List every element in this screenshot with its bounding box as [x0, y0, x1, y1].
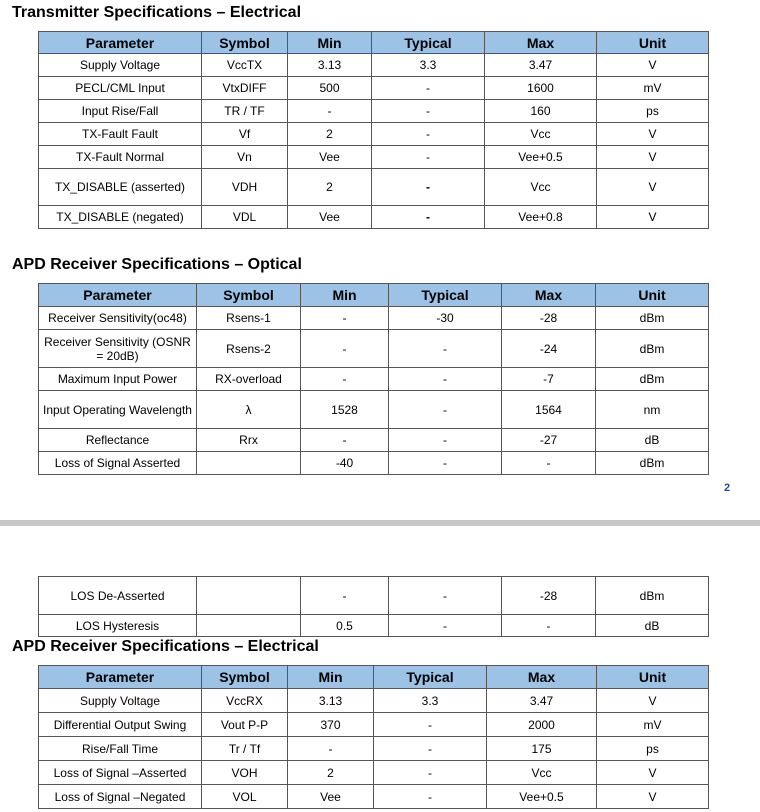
- table-cell: -28: [502, 307, 596, 330]
- table-cell: -: [502, 615, 596, 637]
- table-cell: 370: [288, 713, 374, 737]
- table-cell: 3.3: [374, 689, 487, 713]
- table-cell: 3.13: [288, 54, 372, 77]
- apd-optical-spec-table: [38, 283, 709, 475]
- page-number: 2: [724, 482, 731, 494]
- apd-electrical-spec-table: [38, 665, 709, 809]
- table-cell: -: [372, 77, 485, 100]
- table-cell: V: [597, 761, 709, 785]
- table-cell: 2: [288, 761, 374, 785]
- table-row: [39, 785, 709, 809]
- table-row: [39, 123, 709, 146]
- table-cell: Rise/Fall Time: [39, 737, 202, 761]
- table-cell: 0.5: [301, 615, 389, 637]
- table-cell: -: [374, 737, 487, 761]
- table-cell: -: [288, 100, 372, 123]
- table-cell: -27: [502, 429, 596, 452]
- table-cell: -: [372, 206, 485, 229]
- table-row: [39, 713, 709, 737]
- table-cell: 160: [485, 100, 597, 123]
- table-cell: dB: [596, 429, 709, 452]
- table-cell: -: [301, 368, 389, 391]
- table-cell: Vcc: [487, 761, 597, 785]
- table-cell: -: [374, 785, 487, 809]
- table-cell: Rsens-1: [197, 307, 301, 330]
- table-cell: TX_DISABLE (asserted): [39, 169, 202, 206]
- table-cell: -: [372, 146, 485, 169]
- table-cell: 3.3: [372, 54, 485, 77]
- table-row: [39, 429, 709, 452]
- table-cell: Rsens-2: [197, 330, 301, 368]
- table-cell: VtxDIFF: [202, 77, 288, 100]
- table-cell: -: [502, 452, 596, 475]
- table-cell: Reflectance: [39, 429, 197, 452]
- column-header: Parameter: [39, 32, 202, 54]
- table-header-row: [39, 284, 709, 307]
- table-cell: [197, 615, 301, 637]
- table-cell: Vn: [202, 146, 288, 169]
- table-cell: -: [372, 100, 485, 123]
- table-row: [39, 100, 709, 123]
- table-row: [39, 368, 709, 391]
- table-row: [39, 77, 709, 100]
- table-cell: dBm: [596, 368, 709, 391]
- table-cell: Vee: [288, 206, 372, 229]
- table-cell: -: [374, 761, 487, 785]
- table-cell: -: [372, 169, 485, 206]
- table-cell: dBm: [596, 330, 709, 368]
- page-break-divider: [0, 520, 760, 526]
- table-row: [39, 54, 709, 77]
- table-cell: Vf: [202, 123, 288, 146]
- table-cell: Input Operating Wavelength: [39, 391, 197, 429]
- table-cell: PECL/CML Input: [39, 77, 202, 100]
- table-cell: LOS Hysteresis: [39, 615, 197, 637]
- table-cell: LOS De-Asserted: [39, 577, 197, 615]
- table-cell: -: [389, 615, 502, 637]
- table-row: [39, 330, 709, 368]
- table-header-row: [39, 666, 709, 689]
- table-cell: Vee+0.8: [485, 206, 597, 229]
- table-cell: Vout P-P: [202, 713, 288, 737]
- table-cell: VDL: [202, 206, 288, 229]
- column-header: Typical: [374, 666, 487, 689]
- column-header: Parameter: [39, 666, 202, 689]
- table-cell: Supply Voltage: [39, 689, 202, 713]
- table-cell: V: [597, 54, 709, 77]
- table-cell: Input Rise/Fall: [39, 100, 202, 123]
- table-row: [39, 206, 709, 229]
- table-cell: -: [389, 330, 502, 368]
- column-header: Max: [502, 284, 596, 307]
- column-header: Unit: [597, 666, 709, 689]
- table-cell: -: [301, 307, 389, 330]
- table-cell: TX-Fault Fault: [39, 123, 202, 146]
- table-cell: Vee+0.5: [485, 146, 597, 169]
- table-cell: -40: [301, 452, 389, 475]
- table-cell: 1600: [485, 77, 597, 100]
- table-cell: TR / TF: [202, 100, 288, 123]
- table-cell: -28: [502, 577, 596, 615]
- table-cell: -: [301, 577, 389, 615]
- table-cell: -: [389, 577, 502, 615]
- table-cell: 1564: [502, 391, 596, 429]
- table-cell: VOL: [202, 785, 288, 809]
- table-cell: Receiver Sensitivity(oc48): [39, 307, 197, 330]
- column-header: Parameter: [39, 284, 197, 307]
- table-cell: Differential Output Swing: [39, 713, 202, 737]
- table-cell: Loss of Signal –Negated: [39, 785, 202, 809]
- table-cell: 2000: [487, 713, 597, 737]
- table-row: [39, 577, 709, 615]
- table-row: [39, 169, 709, 206]
- column-header: Min: [288, 666, 374, 689]
- table-row: [39, 761, 709, 785]
- column-header: Unit: [597, 32, 709, 54]
- table-cell: Loss of Signal Asserted: [39, 452, 197, 475]
- table-row: [39, 391, 709, 429]
- column-header: Unit: [596, 284, 709, 307]
- table-cell: Vee: [288, 785, 374, 809]
- column-header: Min: [301, 284, 389, 307]
- column-header: Typical: [372, 32, 485, 54]
- apd-optical-continued-table: [38, 576, 709, 637]
- table-cell: mV: [597, 77, 709, 100]
- column-header: Min: [288, 32, 372, 54]
- table-cell: nm: [596, 391, 709, 429]
- table-cell: V: [597, 785, 709, 809]
- table-cell: [197, 577, 301, 615]
- table-cell: TX-Fault Normal: [39, 146, 202, 169]
- table-cell: -24: [502, 330, 596, 368]
- table-cell: 2: [288, 169, 372, 206]
- table-row: [39, 737, 709, 761]
- table-row: [39, 146, 709, 169]
- tx-spec-table: [38, 31, 709, 229]
- table-cell: 3.47: [485, 54, 597, 77]
- apd-electrical-section-title: APD Receiver Specifications – Electrical: [12, 638, 319, 655]
- table-cell: λ: [197, 391, 301, 429]
- table-cell: Vee+0.5: [487, 785, 597, 809]
- table-header-row: [39, 32, 709, 54]
- table-cell: 500: [288, 77, 372, 100]
- table-cell: -: [389, 429, 502, 452]
- tx-section-title: Transmitter Specifications – Electrical: [12, 4, 302, 21]
- table-cell: -: [389, 368, 502, 391]
- table-cell: VccTX: [202, 54, 288, 77]
- column-header: Symbol: [202, 32, 288, 54]
- table-row: [39, 452, 709, 475]
- table-cell: V: [597, 123, 709, 146]
- table-cell: [197, 452, 301, 475]
- table-cell: Vee: [288, 146, 372, 169]
- table-cell: TX_DISABLE (negated): [39, 206, 202, 229]
- table-row: [39, 615, 709, 637]
- apd-optical-section-title: APD Receiver Specifications – Optical: [12, 256, 302, 273]
- table-row: [39, 689, 709, 713]
- table-cell: Loss of Signal –Asserted: [39, 761, 202, 785]
- column-header: Typical: [389, 284, 502, 307]
- table-cell: V: [597, 206, 709, 229]
- table-cell: mV: [597, 713, 709, 737]
- table-cell: V: [597, 146, 709, 169]
- table-cell: V: [597, 169, 709, 206]
- table-cell: -: [389, 391, 502, 429]
- table-cell: -: [301, 429, 389, 452]
- table-cell: V: [597, 689, 709, 713]
- column-header: Max: [487, 666, 597, 689]
- table-cell: -: [374, 713, 487, 737]
- table-cell: Vcc: [485, 123, 597, 146]
- table-cell: 3.47: [487, 689, 597, 713]
- table-cell: VccRX: [202, 689, 288, 713]
- table-cell: 3.13: [288, 689, 374, 713]
- table-cell: dBm: [596, 577, 709, 615]
- table-cell: -7: [502, 368, 596, 391]
- table-cell: Maximum Input Power: [39, 368, 197, 391]
- table-cell: -: [372, 123, 485, 146]
- table-cell: RX-overload: [197, 368, 301, 391]
- table-cell: Receiver Sensitivity (OSNR = 20dB): [39, 330, 197, 368]
- table-cell: 2: [288, 123, 372, 146]
- column-header: Symbol: [202, 666, 288, 689]
- table-cell: -: [301, 330, 389, 368]
- table-cell: 1528: [301, 391, 389, 429]
- table-cell: ps: [597, 100, 709, 123]
- table-cell: -: [288, 737, 374, 761]
- table-cell: 175: [487, 737, 597, 761]
- table-row: [39, 307, 709, 330]
- table-cell: VOH: [202, 761, 288, 785]
- table-cell: dB: [596, 615, 709, 637]
- column-header: Symbol: [197, 284, 301, 307]
- table-cell: -30: [389, 307, 502, 330]
- table-cell: Rrx: [197, 429, 301, 452]
- table-cell: dBm: [596, 307, 709, 330]
- table-cell: -: [389, 452, 502, 475]
- table-cell: dBm: [596, 452, 709, 475]
- table-cell: ps: [597, 737, 709, 761]
- column-header: Max: [485, 32, 597, 54]
- table-cell: Tr / Tf: [202, 737, 288, 761]
- table-cell: Supply Voltage: [39, 54, 202, 77]
- table-cell: Vcc: [485, 169, 597, 206]
- table-cell: VDH: [202, 169, 288, 206]
